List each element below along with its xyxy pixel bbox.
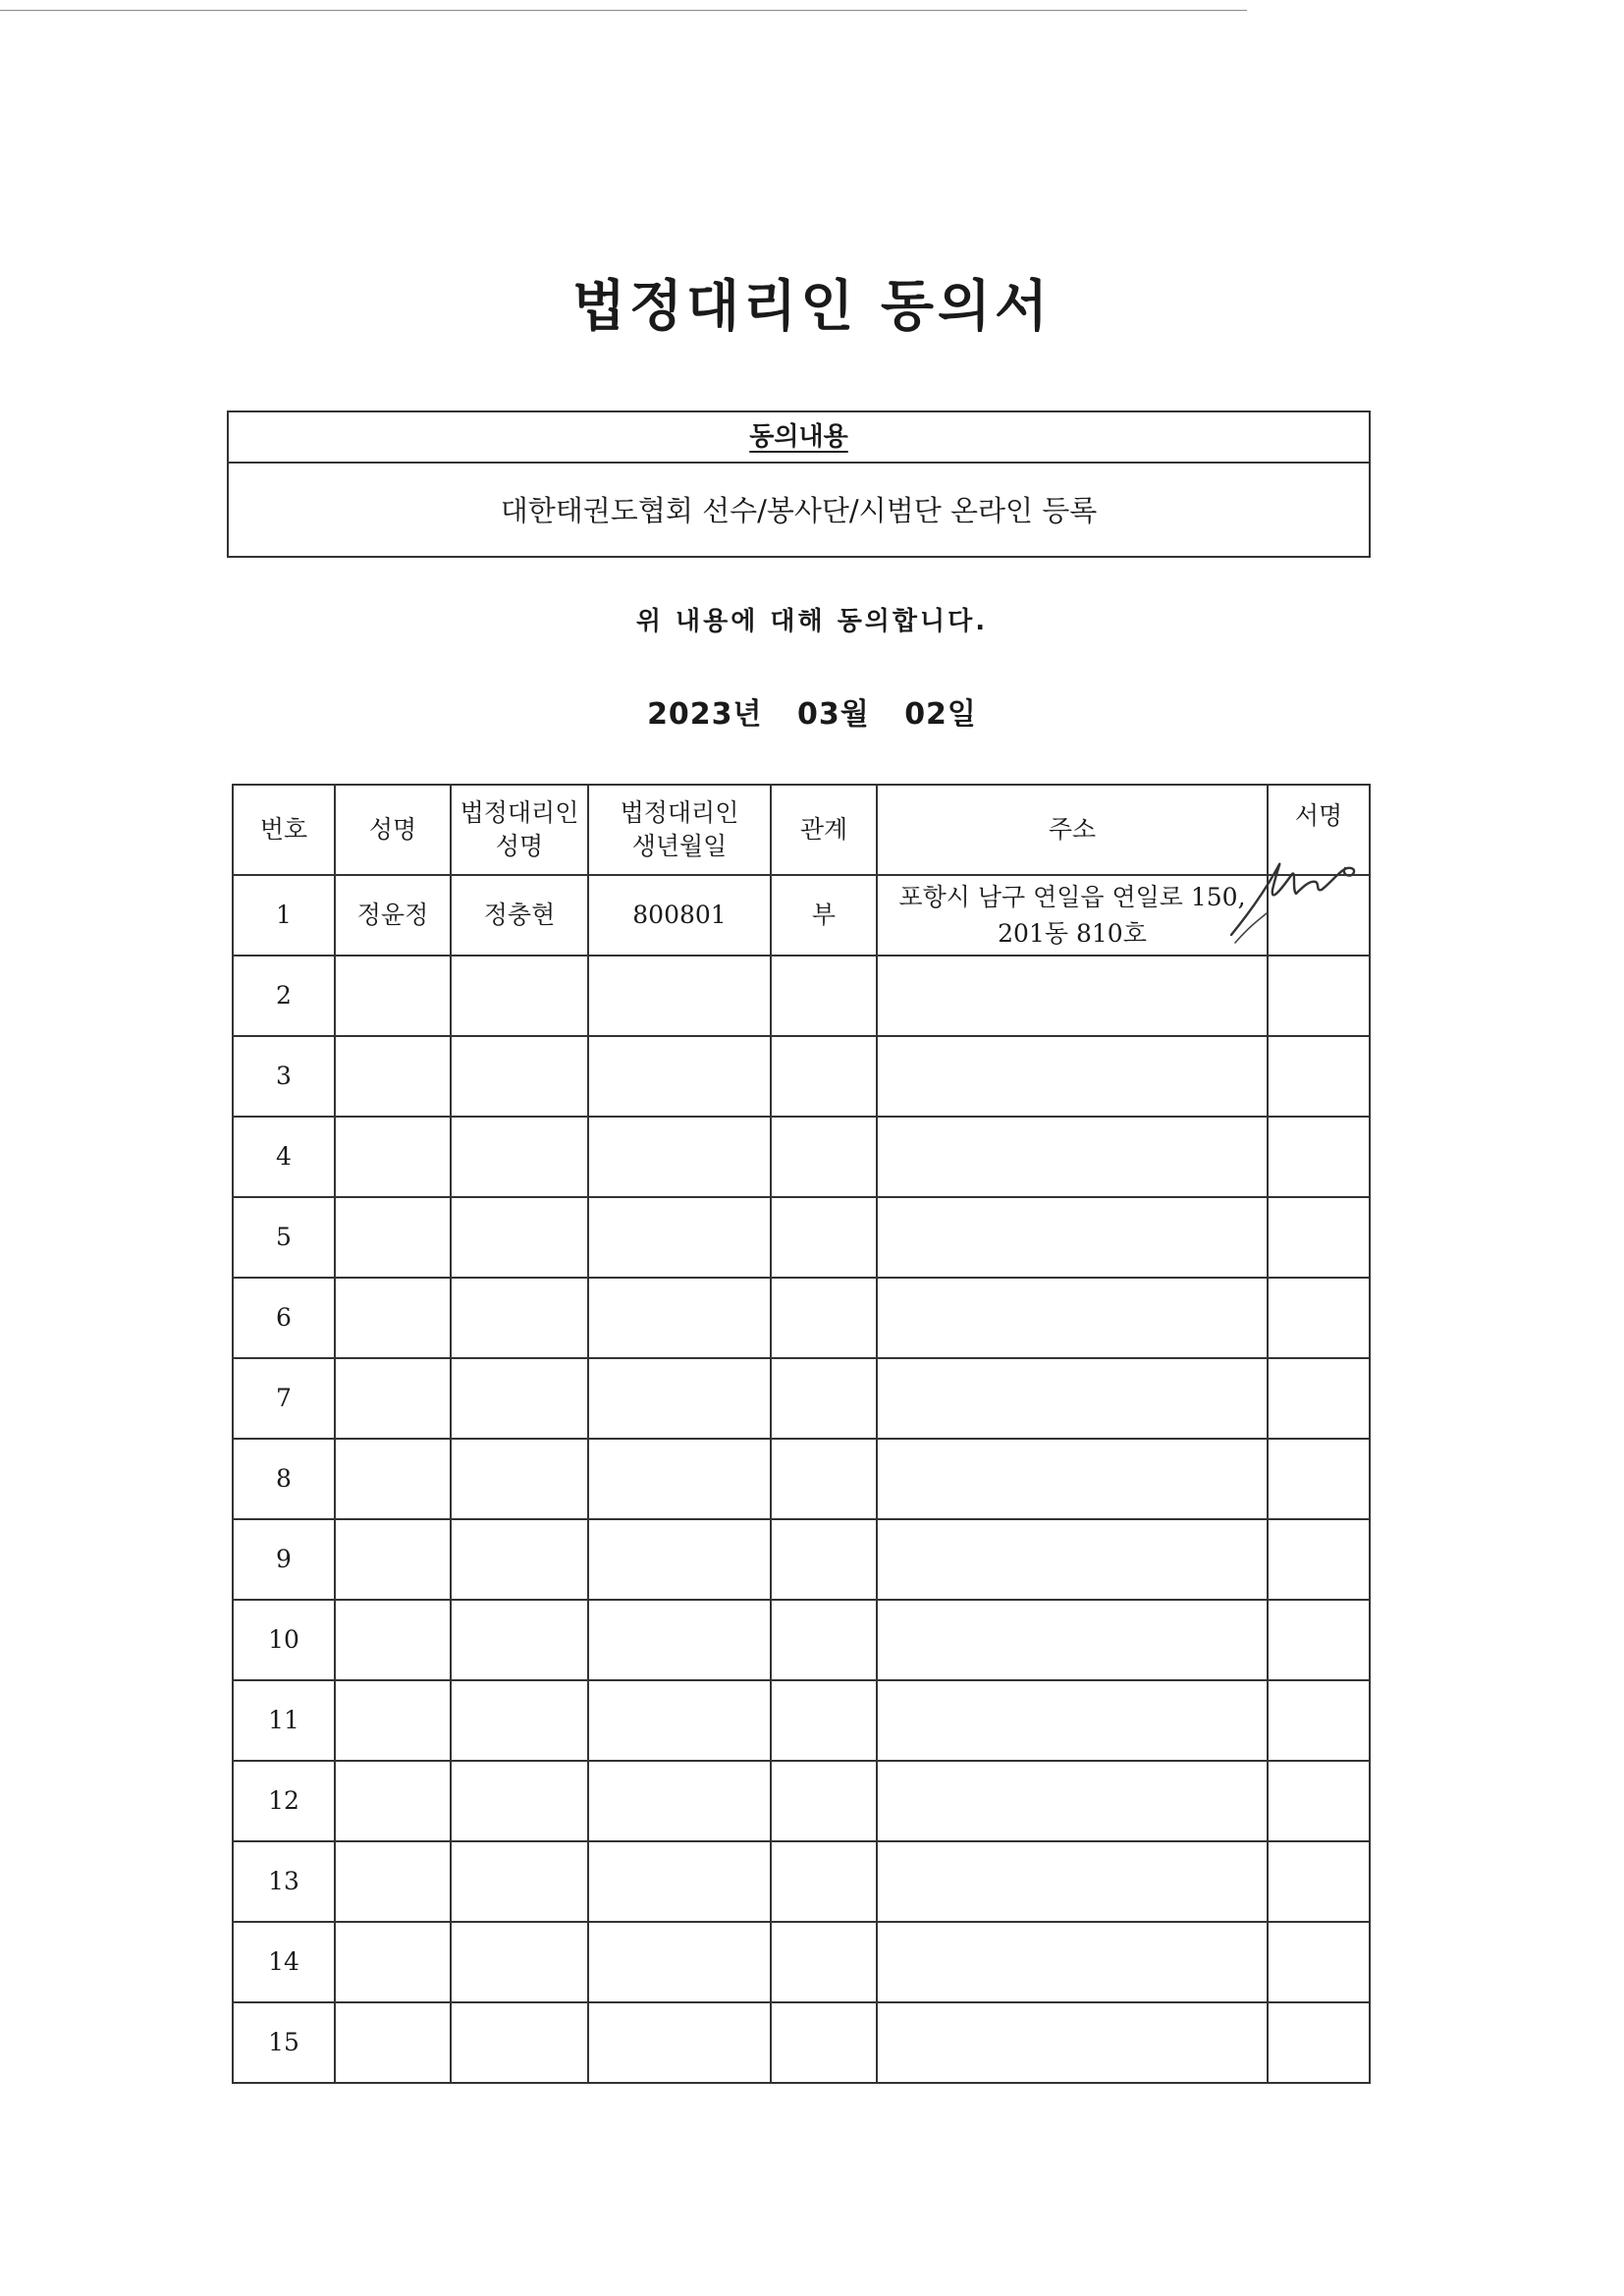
cell-address <box>877 1439 1268 1519</box>
cell-signature <box>1268 1278 1370 1358</box>
cell-signature <box>1268 1841 1370 1922</box>
cell-guardian-name: 정충현 <box>451 875 588 956</box>
consent-date <box>0 689 1624 733</box>
header-guardian-name-line1: 법정대리인 <box>460 798 579 828</box>
date-month: 03월 <box>797 697 870 732</box>
cell-number: 14 <box>233 1922 335 2002</box>
table-row <box>233 1197 1370 1278</box>
cell-guardian-name <box>451 1841 588 1922</box>
cell-name <box>335 1600 451 1680</box>
cell-guardian-name <box>451 1439 588 1519</box>
cell-signature <box>1268 1519 1370 1600</box>
cell-signature <box>1268 1439 1370 1519</box>
cell-number: 8 <box>233 1439 335 1519</box>
cell-guardian-birth <box>588 1358 771 1439</box>
cell-number: 2 <box>233 956 335 1036</box>
cell-number: 4 <box>233 1117 335 1197</box>
cell-guardian-birth <box>588 956 771 1036</box>
table-row <box>233 1358 1370 1439</box>
header-signature: 서명 <box>1268 785 1370 875</box>
cell-number: 10 <box>233 1600 335 1680</box>
cell-number: 9 <box>233 1519 335 1600</box>
cell-address <box>877 1761 1268 1841</box>
cell-guardian-birth <box>588 1841 771 1922</box>
header-guardian-name <box>451 785 588 875</box>
cell-relation: 부 <box>771 875 877 956</box>
cell-name <box>335 1922 451 2002</box>
cell-relation <box>771 1036 877 1117</box>
cell-guardian-name <box>451 1680 588 1761</box>
cell-guardian-name <box>451 1197 588 1278</box>
cell-relation <box>771 1439 877 1519</box>
table-row <box>233 1519 1370 1600</box>
address-line1: 포항시 남구 연일읍 연일로 150, <box>898 882 1246 911</box>
cell-guardian-birth <box>588 1036 771 1117</box>
guardian-roster-table <box>232 784 1371 2084</box>
cell-signature <box>1268 1036 1370 1117</box>
handwritten-signature <box>1227 845 1384 953</box>
cell-guardian-birth <box>588 1439 771 1519</box>
cell-number: 11 <box>233 1680 335 1761</box>
cell-relation <box>771 1761 877 1841</box>
cell-guardian-birth: 800801 <box>588 875 771 956</box>
cell-signature <box>1268 956 1370 1036</box>
cell-signature <box>1268 2002 1370 2083</box>
cell-number: 13 <box>233 1841 335 1922</box>
date-day: 02일 <box>904 697 977 732</box>
date-year: 2023년 <box>647 697 763 732</box>
cell-guardian-birth <box>588 1197 771 1278</box>
cell-address <box>877 1841 1268 1922</box>
cell-name <box>335 1680 451 1761</box>
cell-name <box>335 2002 451 2083</box>
cell-name <box>335 1117 451 1197</box>
cell-guardian-name <box>451 1278 588 1358</box>
table-row <box>233 1439 1370 1519</box>
cell-address <box>877 875 1268 956</box>
cell-guardian-birth <box>588 1922 771 2002</box>
cell-guardian-name <box>451 1519 588 1600</box>
cell-relation <box>771 1680 877 1761</box>
cell-relation <box>771 1197 877 1278</box>
cell-number: 12 <box>233 1761 335 1841</box>
cell-guardian-name <box>451 1117 588 1197</box>
cell-guardian-birth <box>588 1519 771 1600</box>
cell-relation <box>771 1358 877 1439</box>
cell-guardian-name <box>451 956 588 1036</box>
cell-guardian-name <box>451 1358 588 1439</box>
header-guardian-birth-line2: 생년월일 <box>631 832 728 860</box>
header-number: 번호 <box>233 785 335 875</box>
cell-signature <box>1268 1600 1370 1680</box>
cell-relation <box>771 1841 877 1922</box>
table-row <box>233 1036 1370 1117</box>
table-row <box>233 1117 1370 1197</box>
header-guardian-name-line2: 성명 <box>495 832 544 860</box>
cell-guardian-birth <box>588 1117 771 1197</box>
cell-address <box>877 1278 1268 1358</box>
consent-content: 대한태권도협회 선수/봉사단/시범단 온라인 등록 <box>500 494 1098 527</box>
cell-address <box>877 1117 1268 1197</box>
table-row <box>233 1841 1370 1922</box>
cell-guardian-birth <box>588 1278 771 1358</box>
header-name: 성명 <box>335 785 451 875</box>
table-row <box>233 1922 1370 2002</box>
cell-number: 6 <box>233 1278 335 1358</box>
consent-header-label: 동의내용 <box>749 422 848 452</box>
table-row <box>233 1761 1370 1841</box>
cell-relation <box>771 1922 877 2002</box>
cell-guardian-birth <box>588 1680 771 1761</box>
table-row <box>233 1680 1370 1761</box>
agreement-statement: 위 내용에 대해 동의합니다. <box>635 607 989 636</box>
cell-relation <box>771 1278 877 1358</box>
header-guardian-birth-line1: 법정대리인 <box>620 798 739 828</box>
cell-relation <box>771 1519 877 1600</box>
cell-guardian-name <box>451 1761 588 1841</box>
cell-signature <box>1268 1117 1370 1197</box>
table-row <box>233 2002 1370 2083</box>
cell-name <box>335 1841 451 1922</box>
cell-number: 1 <box>233 875 335 956</box>
cell-guardian-name <box>451 1922 588 2002</box>
cell-number: 5 <box>233 1197 335 1278</box>
cell-relation <box>771 2002 877 2083</box>
cell-guardian-name <box>451 2002 588 2083</box>
cell-signature <box>1268 1680 1370 1761</box>
table-body <box>233 875 1370 2083</box>
cell-address <box>877 1922 1268 2002</box>
cell-address <box>877 2002 1268 2083</box>
cell-address <box>877 956 1268 1036</box>
cell-address <box>877 1519 1268 1600</box>
cell-number: 7 <box>233 1358 335 1439</box>
cell-guardian-birth <box>588 2002 771 2083</box>
scan-edge-line <box>0 10 1247 11</box>
cell-name <box>335 1036 451 1117</box>
cell-name <box>335 956 451 1036</box>
cell-guardian-name <box>451 1600 588 1680</box>
cell-guardian-birth <box>588 1761 771 1841</box>
header-address: 주소 <box>877 785 1268 875</box>
cell-signature <box>1268 1761 1370 1841</box>
table-header-row <box>233 785 1370 875</box>
cell-signature <box>1268 1197 1370 1278</box>
header-guardian-birth <box>588 785 771 875</box>
cell-name <box>335 1358 451 1439</box>
cell-relation <box>771 956 877 1036</box>
cell-relation <box>771 1600 877 1680</box>
cell-name <box>335 1278 451 1358</box>
cell-number: 15 <box>233 2002 335 2083</box>
cell-name <box>335 1519 451 1600</box>
cell-number: 3 <box>233 1036 335 1117</box>
cell-address <box>877 1036 1268 1117</box>
cell-address <box>877 1680 1268 1761</box>
cell-guardian-name <box>451 1036 588 1117</box>
address-line2: 201동 810호 <box>998 919 1147 948</box>
cell-name <box>335 1761 451 1841</box>
cell-address <box>877 1358 1268 1439</box>
cell-name <box>335 1439 451 1519</box>
cell-name: 정윤정 <box>335 875 451 956</box>
table-row <box>233 1278 1370 1358</box>
cell-guardian-birth <box>588 1600 771 1680</box>
table-row <box>233 1600 1370 1680</box>
table-row <box>233 956 1370 1036</box>
header-relation: 관계 <box>771 785 877 875</box>
cell-signature <box>1268 1358 1370 1439</box>
cell-name <box>335 1197 451 1278</box>
cell-signature <box>1268 1922 1370 2002</box>
cell-address <box>877 1197 1268 1278</box>
consent-header <box>229 412 1369 464</box>
table-row <box>233 875 1370 956</box>
document-title: 법정대리인 동의서 <box>571 275 1053 339</box>
cell-relation <box>771 1117 877 1197</box>
cell-address <box>877 1600 1268 1680</box>
consent-box <box>227 410 1371 558</box>
